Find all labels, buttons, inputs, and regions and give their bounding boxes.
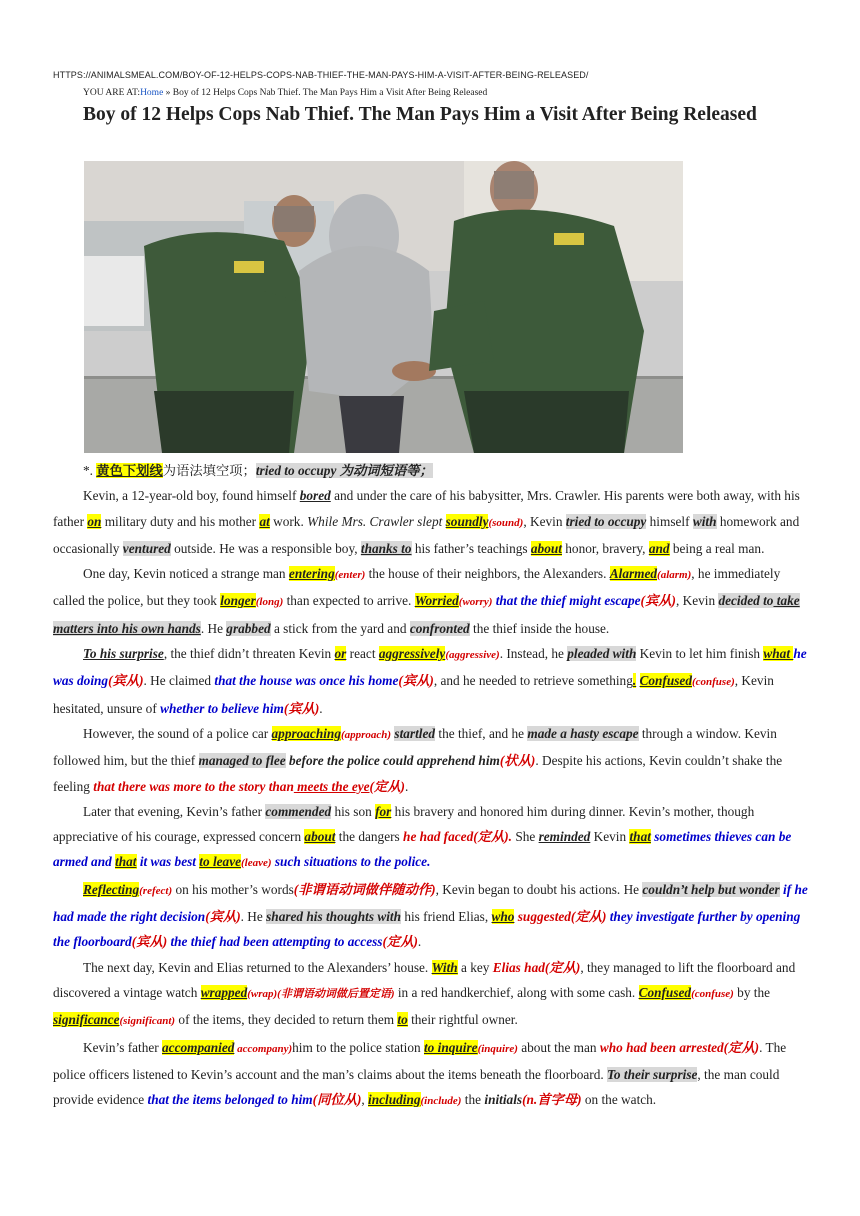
- paragraph-text: , Kevin hesitated, unsure of: [53, 673, 774, 716]
- emphasis-text: initials: [484, 1092, 523, 1108]
- paragraph-text: react: [346, 646, 379, 662]
- paragraph-text: , they managed to lift the floorboard and discovered a vintage watch: [53, 959, 796, 1000]
- key-phrase: made a hasty escape: [527, 725, 639, 741]
- paragraph-text: himself: [646, 513, 693, 529]
- blank-answer: Worried: [414, 593, 459, 609]
- paragraph-text: , Kevin: [523, 513, 566, 529]
- paragraph-text: Kevin to let him finish: [636, 646, 764, 662]
- grammar-note: (宾从): [283, 700, 320, 716]
- legend-gray-phrase: tried to occupy 为动词短语等；: [255, 463, 433, 478]
- clause-highlight: if he had made the right decision: [53, 881, 808, 925]
- paragraph-text: . He claimed: [143, 673, 215, 689]
- blank-answer: soundly: [445, 513, 489, 529]
- blank-answer: entering: [288, 566, 335, 582]
- blank-answer: or: [334, 646, 347, 662]
- paragraph-text: the thief inside the house.: [469, 620, 610, 636]
- paragraph-text: Kevin’s father: [83, 1039, 163, 1055]
- blank-answer: .: [632, 673, 637, 689]
- grammar-note: (n.首字母): [522, 1092, 582, 1108]
- word-hint: (enter): [334, 569, 366, 582]
- paragraph-text: . The police officers listened to Kevin’s account and the man’s claims about the items beneath the floorboard.: [53, 1039, 787, 1082]
- grammar-note: he had faced(定从).: [403, 829, 512, 845]
- paragraph-text: being a real man.: [669, 540, 765, 556]
- word-hint: (confuse): [691, 676, 735, 689]
- paragraph-text: a key: [457, 959, 493, 975]
- word-hint: (include): [420, 1095, 462, 1108]
- legend-note: [53, 458, 815, 483]
- blank-answer: that: [629, 829, 651, 845]
- grammar-note: that there was more to the story than: [93, 778, 294, 794]
- italic-text: While Mrs. Crawler slept: [307, 513, 446, 529]
- grammar-note: meets the eye: [293, 778, 370, 794]
- paragraph-text: , Kevin began to doubt his actions. He: [435, 881, 643, 897]
- clause-highlight: he was doing: [53, 646, 807, 689]
- legend-bullet: *.: [83, 463, 97, 478]
- key-phrase: grabbed: [226, 620, 271, 636]
- word-hint: (inquire): [477, 1042, 518, 1055]
- word-hint: (confuse): [691, 987, 734, 1000]
- grammar-note: suggested(定从): [514, 909, 607, 925]
- article-paragraph: [53, 877, 815, 955]
- paragraph-text: The next day, Kevin and Elias returned to the Alexanders’ house.: [83, 959, 432, 975]
- clause-highlight: that the items belonged to him: [147, 1092, 313, 1108]
- article-paragraph: [53, 955, 815, 1035]
- clause-highlight: that the house was once his home: [214, 673, 399, 689]
- clause-highlight: such situations to the police.: [271, 854, 431, 870]
- clause-highlight: they investigate further by opening the floorboard: [53, 909, 801, 950]
- key-phrase: shared his thoughts with: [266, 909, 402, 925]
- key-phrase: pleaded with: [567, 646, 637, 662]
- paragraph-text: . Instead, he: [499, 646, 568, 662]
- paragraph-text: the house of their neighbors, the Alexanders.: [365, 566, 610, 582]
- breadcrumb: [83, 88, 487, 98]
- blank-answer: on: [87, 513, 102, 529]
- word-hint: (significant): [119, 1015, 176, 1028]
- paragraph-text: the dangers: [335, 829, 404, 845]
- paragraph-text: .: [319, 700, 323, 716]
- blank-answer: to leave: [199, 854, 242, 870]
- word-hint: (sound): [488, 516, 524, 529]
- blank-answer: accompanied: [162, 1039, 235, 1055]
- article-paragraph: [53, 721, 815, 799]
- key-phrase: commended: [265, 803, 332, 819]
- paragraph-text: .: [417, 934, 422, 950]
- emphasis-text: bored: [299, 488, 331, 504]
- paragraph-text: Kevin: [590, 829, 630, 845]
- breadcrumb-current: Boy of 12 Helps Cops Nab Thief. The Man Pays Him a Visit After Being Released: [172, 88, 488, 98]
- clause-highlight: the thief had been attempting to access: [167, 934, 383, 950]
- grammar-note: (非谓语动词做伴随动作): [293, 881, 436, 897]
- page-title: Boy of 12 Helps Cops Nab Thief. The Man Pays Him a Visit After Being Released: [83, 104, 757, 125]
- article-paragraph: [53, 1035, 815, 1115]
- paragraph-text: honor, bravery,: [561, 540, 649, 556]
- blank-answer: who: [491, 909, 515, 925]
- paragraph-text: , he immediately called the police, but they took: [53, 566, 781, 609]
- paragraph-text: outside. He was a responsible boy,: [170, 540, 361, 556]
- paragraph-text: by the: [733, 984, 771, 1000]
- word-hint: accompany): [234, 1042, 293, 1055]
- paragraph-text: homework and occasionally: [53, 513, 800, 556]
- paragraph-text: on his mother’s words: [172, 881, 294, 897]
- emphasis-text: before the police could apprehend him: [285, 753, 500, 769]
- article-body: [53, 458, 815, 1114]
- key-phrase: take matters into his own hands: [53, 593, 800, 636]
- paragraph-text: , the man could provide evidence: [53, 1066, 780, 1108]
- key-phrase: with: [692, 513, 717, 529]
- blank-answer: Confused: [638, 984, 692, 1000]
- blank-answer: Confused: [639, 673, 692, 689]
- blank-answer: aggressively: [378, 646, 446, 662]
- paragraph-text: ,: [361, 1092, 369, 1108]
- grammar-note: (定从): [382, 934, 418, 950]
- clause-highlight: whether to believe him: [160, 700, 284, 716]
- blank-answer: wrapped: [200, 984, 248, 1000]
- page-url: HTTPS://ANIMALSMEAL.COM/BOY-OF-12-HELPS-COPS-NAB-THIEF-THE-MAN-PAYS-HIM-A-VISIT-AFTER-BEING-RELEASED/: [53, 70, 589, 80]
- grammar-note: who had been arrested(定从): [599, 1039, 760, 1055]
- key-phrase: confronted: [409, 620, 470, 636]
- paragraph-text: Kevin, a 12-year-old boy, found himself: [83, 488, 300, 504]
- blank-answer: what: [763, 646, 794, 662]
- word-hint: (worry): [458, 596, 493, 609]
- paragraph-text: , and he needed to retrieve something: [433, 673, 633, 689]
- paragraph-text: . He: [240, 909, 267, 925]
- paragraph-text: the: [461, 1092, 485, 1108]
- paragraph-text: One day, Kevin noticed a strange man: [83, 566, 289, 582]
- article-paragraph: [53, 641, 815, 721]
- article-paragraph: [53, 561, 815, 641]
- grammar-note: (宾从): [131, 934, 168, 950]
- word-hint: (wrap)(非谓语动词做后置定语): [247, 987, 395, 1000]
- paragraph-text: work.: [269, 513, 308, 529]
- blank-answer: for: [375, 803, 392, 819]
- word-hint: (alarm): [657, 569, 692, 582]
- paragraph-text: of the items, they decided to return them: [175, 1012, 398, 1028]
- blank-answer: that: [115, 854, 137, 870]
- blank-answer: at: [259, 513, 270, 529]
- paragraph-text: his son: [331, 803, 376, 819]
- blank-answer: about: [304, 829, 336, 845]
- paragraph-text: She: [512, 829, 539, 845]
- word-hint: (aggressive): [445, 649, 500, 662]
- paragraph-text: his friend Elias,: [401, 909, 492, 925]
- article-paragraph: [53, 483, 815, 561]
- paragraph-text: him to the police station: [292, 1039, 424, 1055]
- grammar-note: (定从): [369, 778, 405, 794]
- paragraph-text: and under the care of his babysitter, Mrs. Crawler. His parents were both away, with his father: [53, 488, 800, 529]
- emphasis-text: To his surprise: [83, 646, 164, 662]
- key-phrase: couldn’t help but wonder: [642, 881, 780, 897]
- word-hint: (leave): [241, 857, 272, 870]
- key-phrase: thanks to: [360, 540, 412, 556]
- paragraph-text: the thief, and he: [435, 725, 528, 741]
- paragraph-text: However, the sound of a police car: [83, 725, 272, 741]
- blank-answer: to: [397, 1012, 408, 1028]
- blank-answer: longer: [220, 593, 256, 609]
- paragraph-text: . Despite his actions, Kevin couldn’t shake the feeling: [53, 753, 783, 794]
- grammar-note: (同位从): [312, 1092, 362, 1108]
- grammar-note: (宾从): [205, 909, 241, 925]
- paragraph-text: his father’s teachings: [411, 540, 531, 556]
- article-photo: [84, 161, 683, 453]
- clause-highlight: that the thief might escape: [492, 593, 641, 609]
- emphasis-text: reminded: [538, 829, 591, 845]
- paragraph-text: than expected to arrive.: [283, 593, 415, 609]
- paragraph-text: Later that evening, Kevin’s father: [83, 803, 266, 819]
- blank-answer: Reflecting: [83, 881, 140, 897]
- blank-answer: With: [431, 959, 458, 975]
- paragraph-text: a stick from the yard and: [270, 620, 410, 636]
- grammar-note: (状从): [499, 753, 536, 769]
- blank-answer: significance: [53, 1012, 120, 1028]
- breadcrumb-separator: »: [163, 88, 173, 98]
- legend-yellow-underline: 黄色下划线: [96, 463, 163, 478]
- paragraph-text: in a red handkerchief, along with some cash.: [394, 984, 639, 1000]
- paragraph-text: on the watch.: [581, 1092, 657, 1108]
- clause-highlight: it was best: [136, 854, 200, 870]
- word-hint: (long): [255, 596, 284, 609]
- key-phrase: decided to: [718, 593, 774, 609]
- word-hint: (approach): [340, 728, 392, 741]
- key-phrase: startled: [394, 725, 436, 741]
- paragraph-text: about the man: [517, 1039, 600, 1055]
- grammar-note: (宾从): [640, 593, 676, 609]
- key-phrase: tried to occupy: [565, 513, 647, 529]
- paragraph-text: , the thief didn’t threaten Kevin: [163, 646, 335, 662]
- blank-answer: to inquire: [423, 1039, 478, 1055]
- paragraph-text: . He: [200, 620, 227, 636]
- paragraph-text: military duty and his mother: [101, 513, 260, 529]
- grammar-note: (宾从): [398, 673, 434, 689]
- blank-answer: Alarmed: [609, 566, 658, 582]
- paragraph-text: his bravery and honored him during dinner. Kevin’s mother, though appreciative of his courage, expressed concern: [53, 803, 755, 845]
- paragraph-text: through a window. Kevin followed him, but the thief: [53, 725, 777, 769]
- article-paragraphs: [53, 483, 815, 1114]
- grammar-note: (宾从): [108, 673, 144, 689]
- article-paragraph: [53, 799, 815, 877]
- paragraph-text: , Kevin: [675, 593, 719, 609]
- key-phrase: To their surprise: [607, 1066, 698, 1082]
- word-hint: (refect): [139, 884, 173, 897]
- blank-answer: including: [368, 1092, 421, 1108]
- blank-answer: about: [530, 540, 562, 556]
- key-phrase: ventured: [122, 540, 171, 556]
- grammar-note: Elias had(定从): [492, 959, 581, 975]
- blank-answer: approaching: [271, 725, 341, 741]
- blank-answer: and: [648, 540, 670, 556]
- paragraph-text: their rightful owner.: [407, 1012, 518, 1028]
- legend-text: 为语法填空项；: [162, 463, 256, 478]
- breadcrumb-home-link[interactable]: Home: [140, 88, 164, 98]
- paragraph-text: .: [404, 778, 409, 794]
- breadcrumb-prefix: YOU ARE AT:: [83, 88, 141, 98]
- key-phrase: managed to flee: [198, 753, 286, 769]
- clause-highlight: sometimes thieves can be armed and: [53, 829, 792, 870]
